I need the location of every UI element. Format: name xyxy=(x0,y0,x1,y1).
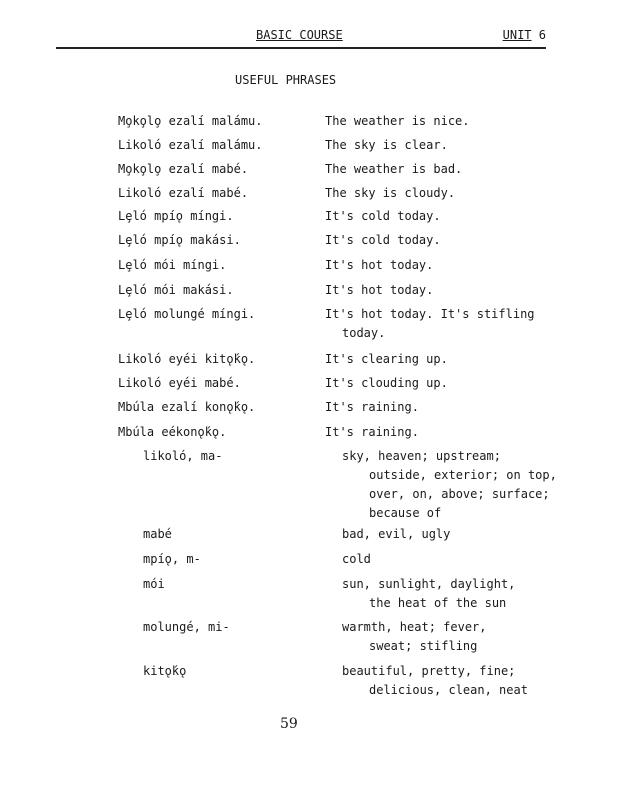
phrase-lingala: Mo̧ko̧lo̧ ezalí mabé. xyxy=(118,162,249,176)
phrase-lingala: Mbúla ezalí konǫ́kǫ. xyxy=(118,400,256,414)
vocab-line: the heat of the sun xyxy=(369,596,507,610)
vocab-line: warmth, heat; fever, xyxy=(342,620,487,634)
vocab-word: molungé, mi- xyxy=(143,620,230,634)
vocab-definition xyxy=(342,662,528,700)
unit-word: UNIT xyxy=(502,28,532,42)
phrase-english: It's cold today. xyxy=(325,209,441,223)
phrase-lingala: Likoló eyéi mabé. xyxy=(118,376,241,390)
phrase-lingala: Mbúla eékonǫ́kǫ. xyxy=(118,425,227,439)
phrase-lingala: Likoló ezalí malámu. xyxy=(118,138,263,152)
phrase-lingala: Mo̧ko̧lo̧ ezalí malámu. xyxy=(118,114,263,128)
vocab-definition xyxy=(342,447,557,523)
phrase-english: It's hot today. xyxy=(325,283,434,297)
phrase-lingala: Lȩló mpíǫ makási. xyxy=(118,233,241,247)
vocab-word: kitǫ́kǫ xyxy=(143,664,187,678)
phrase-english: It's raining. xyxy=(325,425,419,439)
vocab-word: likoló, ma- xyxy=(143,449,223,463)
vocab-line: outside, exterior; on top, xyxy=(369,468,557,482)
vocab-line: beautiful, pretty, fine; xyxy=(342,664,516,678)
phrase-english: The weather is nice. xyxy=(325,114,470,128)
vocab-line: sweat; stifling xyxy=(369,639,478,653)
phrase-lingala: Lȩló mói makási. xyxy=(118,283,234,297)
vocab-line: delicious, clean, neat xyxy=(369,683,528,697)
phrase-english: It's clearing up. xyxy=(325,352,448,366)
vocab-definition xyxy=(342,550,371,569)
vocab-line: sky, heaven; upstream; xyxy=(342,449,501,463)
phrase-english: It's clouding up. xyxy=(325,376,448,390)
phrase-english: The sky is clear. xyxy=(325,138,448,152)
section-title: USEFUL PHRASES xyxy=(235,73,337,87)
unit-label xyxy=(503,28,546,42)
phrase-english: The weather is bad. xyxy=(325,162,463,176)
vocab-line: because of xyxy=(369,506,442,520)
vocab-line: bad, evil, ugly xyxy=(342,527,451,541)
phrase-lingala: Likoló ezalí mabé. xyxy=(118,186,249,200)
vocab-word: mpíǫ, m- xyxy=(143,552,201,566)
phrase-lingala: Likoló eyéi kitǫ́kǫ. xyxy=(118,352,256,366)
phrase-english: It's hot today. xyxy=(325,258,434,272)
phrase-lingala: Lȩló molungé míngi. xyxy=(118,307,256,321)
header-rule xyxy=(56,47,546,49)
phrase-english-line: It's hot today. It's stifling xyxy=(325,307,535,321)
course-title: BASIC COURSE xyxy=(256,28,343,42)
phrase-english: The sky is cloudy. xyxy=(325,186,456,200)
vocab-definition xyxy=(342,525,450,544)
phrase-english: It's cold today. xyxy=(325,233,441,247)
vocab-word: mabé xyxy=(143,527,172,541)
vocab-definition xyxy=(342,618,487,656)
phrase-english-cont: today. xyxy=(342,326,386,340)
page-number: 59 xyxy=(280,716,298,732)
phrase-lingala: Lȩló mói míngi. xyxy=(118,258,227,272)
phrase-lingala: Lȩló mpíǫ míngi. xyxy=(118,209,234,223)
phrase-english: It's raining. xyxy=(325,400,419,414)
vocab-line: cold xyxy=(342,552,371,566)
page-header xyxy=(56,28,546,46)
vocab-line: over, on, above; surface; xyxy=(369,487,550,501)
vocab-definition xyxy=(342,575,515,613)
phrase-english xyxy=(325,305,535,343)
vocab-line: sun, sunlight, daylight, xyxy=(342,577,516,591)
unit-number: 6 xyxy=(538,28,546,42)
vocab-word: mói xyxy=(143,577,165,591)
